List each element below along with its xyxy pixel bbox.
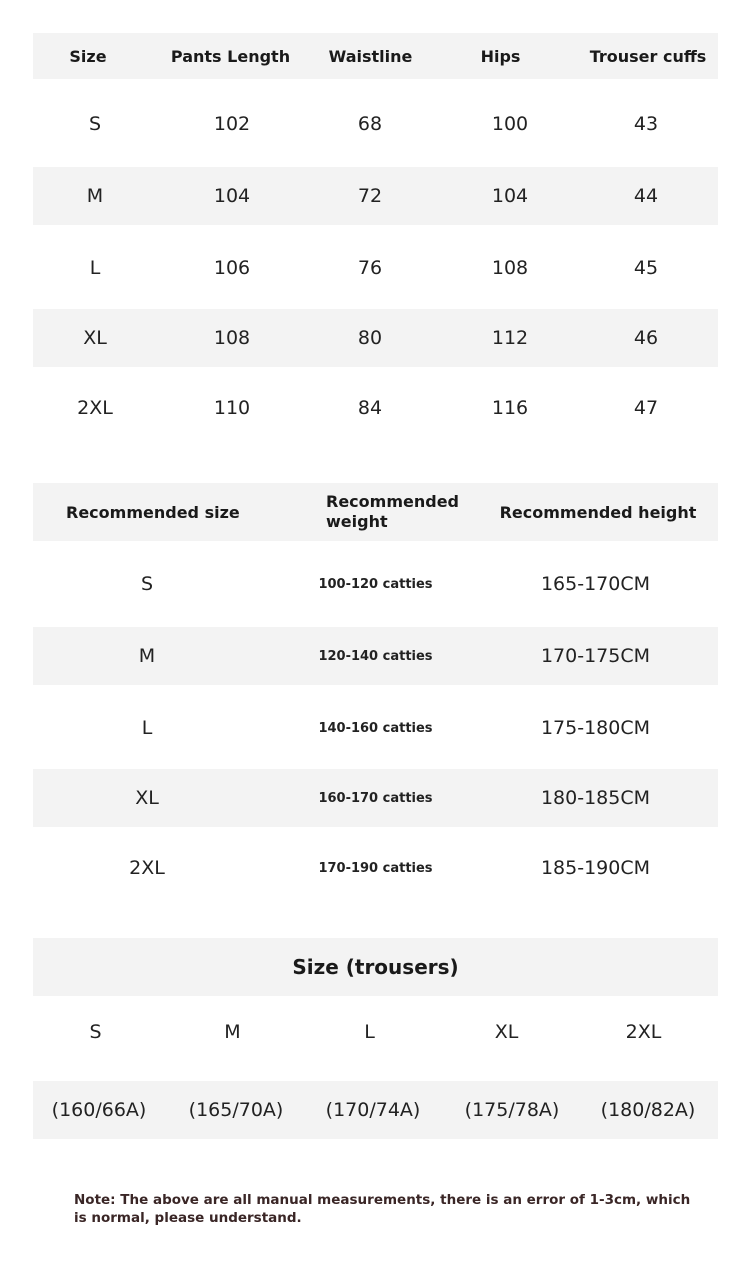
trouser-cuffs-cell: 45 xyxy=(633,257,659,279)
trouser-code-cell: (165/70A) xyxy=(188,1099,284,1121)
recommendation-table xyxy=(33,483,718,903)
size-cell: L xyxy=(89,257,101,279)
trouser-size-cell: L xyxy=(364,1021,375,1043)
column-header-recommended-height: Recommended height xyxy=(499,502,697,522)
column-header-trouser-cuffs: Trouser cuffs xyxy=(589,46,707,66)
trouser-code-cell: (180/82A) xyxy=(600,1099,696,1121)
trouser-cuffs-cell: 47 xyxy=(633,397,659,419)
table-row xyxy=(33,769,718,827)
column-header-recommended-size: Recommended size xyxy=(66,502,240,522)
pants-length-cell: 104 xyxy=(213,185,251,207)
table-title-row xyxy=(33,938,718,996)
trouser-code-cell: (170/74A) xyxy=(325,1099,421,1121)
height-cell: 165-170CM xyxy=(540,573,651,595)
trouser-cuffs-cell: 44 xyxy=(633,185,659,207)
size-cell: S xyxy=(140,573,154,595)
hips-cell: 108 xyxy=(491,257,529,279)
height-cell: 175-180CM xyxy=(540,717,651,739)
trouser-size-cell: 2XL xyxy=(625,1021,662,1043)
measurement-note: Note: The above are all manual measurements, there is an error of 1-3cm, which is normal, please understand. xyxy=(74,1192,691,1226)
size-cell: XL xyxy=(135,787,159,809)
pants-length-cell: 102 xyxy=(213,113,251,135)
hips-cell: 112 xyxy=(491,327,529,349)
table-row xyxy=(33,627,718,685)
trouser-code-cell: (175/78A) xyxy=(464,1099,560,1121)
hips-cell: 100 xyxy=(491,113,529,135)
size-cell: M xyxy=(138,645,156,667)
table-row xyxy=(33,551,718,617)
trouser-code-cell: (160/66A) xyxy=(51,1099,147,1121)
table-row xyxy=(33,375,718,441)
trouser-size-table xyxy=(33,938,718,1140)
weight-cell: 100-120 catties xyxy=(318,576,433,592)
size-cell: S xyxy=(88,113,102,135)
table-row xyxy=(33,835,718,901)
trouser-cuffs-cell: 46 xyxy=(633,327,659,349)
pants-length-cell: 110 xyxy=(213,397,251,419)
trouser-cuffs-cell: 43 xyxy=(633,113,659,135)
height-cell: 180-185CM xyxy=(540,787,651,809)
trouser-table-title: Size (trousers) xyxy=(292,955,459,979)
column-header-pants-length: Pants Length xyxy=(170,46,291,66)
hips-cell: 104 xyxy=(491,185,529,207)
hips-cell: 116 xyxy=(491,397,529,419)
weight-cell: 170-190 catties xyxy=(318,860,433,876)
pants-length-cell: 108 xyxy=(213,327,251,349)
size-cell: 2XL xyxy=(77,397,113,419)
trouser-size-row xyxy=(33,1000,718,1064)
column-header-waistline: Waistline xyxy=(328,46,413,66)
table-row xyxy=(33,167,718,225)
waistline-cell: 76 xyxy=(357,257,383,279)
weight-cell: 160-170 catties xyxy=(318,790,433,806)
column-header-size: Size xyxy=(69,46,107,66)
table-row xyxy=(33,309,718,367)
pants-length-cell: 106 xyxy=(213,257,251,279)
waistline-cell: 72 xyxy=(357,185,383,207)
size-measurement-table xyxy=(33,33,718,453)
table-row xyxy=(33,235,718,301)
table-row xyxy=(33,695,718,761)
size-cell: XL xyxy=(83,327,107,349)
trouser-size-cell: M xyxy=(224,1021,241,1043)
height-cell: 170-175CM xyxy=(540,645,651,667)
table-header-row xyxy=(33,483,718,541)
waistline-cell: 84 xyxy=(357,397,383,419)
size-cell: 2XL xyxy=(129,857,165,879)
size-cell: L xyxy=(141,717,153,739)
weight-cell: 140-160 catties xyxy=(318,720,433,736)
table-row xyxy=(33,91,718,157)
trouser-size-cell: S xyxy=(89,1021,102,1043)
waistline-cell: 68 xyxy=(357,113,383,135)
column-header-recommended-weight: Recommended weight xyxy=(326,492,459,531)
table-header-row xyxy=(33,33,718,79)
size-cell: M xyxy=(86,185,104,207)
waistline-cell: 80 xyxy=(357,327,383,349)
trouser-code-row xyxy=(33,1081,718,1139)
height-cell: 185-190CM xyxy=(540,857,651,879)
weight-cell: 120-140 catties xyxy=(318,648,433,664)
column-header-hips: Hips xyxy=(480,46,521,66)
trouser-size-cell: XL xyxy=(494,1021,519,1043)
